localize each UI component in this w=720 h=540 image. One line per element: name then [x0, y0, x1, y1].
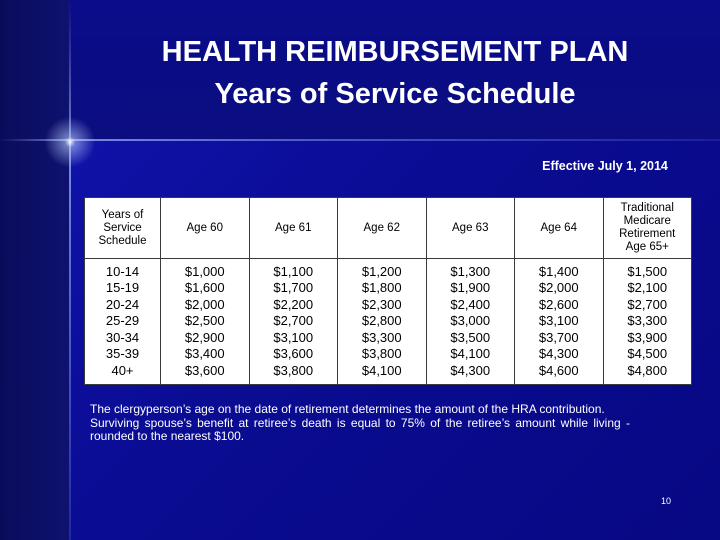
table-cell-value: $4,300	[538, 346, 579, 362]
table-cell-value: $1,900	[450, 280, 491, 296]
header-age-62: Age 62	[338, 198, 427, 259]
table-cell-value: $2,500	[184, 313, 225, 329]
header-text-line: Years of	[101, 208, 144, 221]
age-60-column	[161, 259, 250, 385]
footnote-line-2: Surviving spouse’s benefit at retiree’s death is equal to 75% of the retiree’s amount while living - rounded to the nearest $100.	[90, 415, 630, 443]
age-63-column	[426, 259, 515, 385]
table-cell-value: $1,200	[361, 264, 402, 280]
column-values	[606, 264, 690, 379]
footnote	[90, 403, 630, 444]
background-top-band	[70, 0, 720, 140]
table-cell-value: $2,600	[538, 296, 579, 312]
column-values	[340, 264, 424, 379]
age-61-column	[249, 259, 338, 385]
table-header-row	[85, 198, 692, 259]
table-cell-value: $3,600	[273, 346, 314, 362]
table-cell-value: 10-14	[105, 264, 140, 280]
table-cell-value: 40+	[111, 362, 134, 378]
table-cell-value: $3,100	[538, 313, 579, 329]
table-cell-value: 15-19	[105, 280, 140, 296]
table-cell-value: $3,100	[273, 329, 314, 345]
years-of-service-column	[85, 259, 161, 385]
column-values	[252, 264, 336, 379]
table-cell-value: $1,100	[273, 264, 314, 280]
table-cell-value: $3,300	[627, 313, 668, 329]
table-cell-value: 35-39	[105, 346, 140, 362]
table-cell-value: $3,700	[538, 329, 579, 345]
table-cell-value: $1,500	[627, 264, 668, 280]
table-cell-value: $3,300	[361, 329, 402, 345]
header-text-line: Schedule	[98, 234, 147, 247]
decorative-horizontal-line	[0, 139, 720, 141]
slide-title-line-1: HEALTH REIMBURSEMENT PLAN	[161, 36, 629, 68]
background-left-panel	[0, 0, 70, 540]
column-values	[429, 264, 513, 379]
table-cell-value: $4,100	[450, 346, 491, 362]
table-cell-value: $3,800	[273, 362, 314, 378]
table-cell-value: $4,800	[627, 362, 668, 378]
header-age-65-plus	[603, 198, 692, 259]
table-cell-value: $1,400	[538, 264, 579, 280]
header-text-line: Service	[103, 221, 142, 234]
header-age-61: Age 61	[249, 198, 338, 259]
table-cell-value: $2,300	[361, 296, 402, 312]
header-text-line: Retirement	[619, 228, 676, 240]
table-cell-value: $2,400	[450, 296, 491, 312]
table-cell-value: $1,700	[273, 280, 314, 296]
table-body-row	[85, 259, 692, 385]
table-cell-value: 20-24	[105, 296, 140, 312]
table-cell-value: $4,500	[627, 346, 668, 362]
table-cell-value: $3,500	[450, 329, 491, 345]
table-cell-value: $4,100	[361, 362, 402, 378]
table-cell-value: $3,900	[627, 329, 668, 345]
footnote-line-1: The clergyperson’s age on the date of retirement determines the amount of the HRA contribution.	[90, 402, 605, 416]
table-cell-value: $2,000	[184, 296, 225, 312]
table-cell-value: $1,800	[361, 280, 402, 296]
table-cell-value: $1,600	[184, 280, 225, 296]
age-62-column	[338, 259, 427, 385]
column-values	[163, 264, 247, 379]
header-text-line: Age 65+	[625, 241, 669, 253]
table-cell-value: $2,800	[361, 313, 402, 329]
header-years-of-service	[85, 198, 161, 259]
column-values	[87, 264, 158, 379]
table-cell-value: $1,300	[450, 264, 491, 280]
header-age-63: Age 63	[426, 198, 515, 259]
service-schedule-table	[84, 197, 692, 385]
header-age-64: Age 64	[515, 198, 604, 259]
header-text-line: Medicare	[623, 215, 671, 227]
header-text-line: Traditional	[620, 202, 674, 214]
table-cell-value: $4,600	[538, 362, 579, 378]
table-cell-value: $4,300	[450, 362, 491, 378]
table-cell-value: 25-29	[105, 313, 140, 329]
table-cell-value: $3,600	[184, 362, 225, 378]
effective-date: Effective July 1, 2014	[542, 159, 668, 173]
table-cell-value: $3,800	[361, 346, 402, 362]
slide-title-line-2: Years of Service Schedule	[214, 78, 576, 110]
page-number: 10	[660, 496, 671, 506]
table-cell-value: $3,000	[450, 313, 491, 329]
table-cell-value: $3,400	[184, 346, 225, 362]
age-65-plus-column	[603, 259, 692, 385]
table-cell-value: 30-34	[105, 329, 140, 345]
age-64-column	[515, 259, 604, 385]
column-values	[517, 264, 601, 379]
table-cell-value: $2,900	[184, 329, 225, 345]
light-flare-icon	[40, 112, 100, 172]
table-cell-value: $2,100	[627, 280, 668, 296]
header-age-60: Age 60	[161, 198, 250, 259]
table-cell-value: $2,000	[538, 280, 579, 296]
table-cell-value: $2,700	[627, 296, 668, 312]
table-cell-value: $1,000	[184, 264, 225, 280]
table-cell-value: $2,700	[273, 313, 314, 329]
table-cell-value: $2,200	[273, 296, 314, 312]
